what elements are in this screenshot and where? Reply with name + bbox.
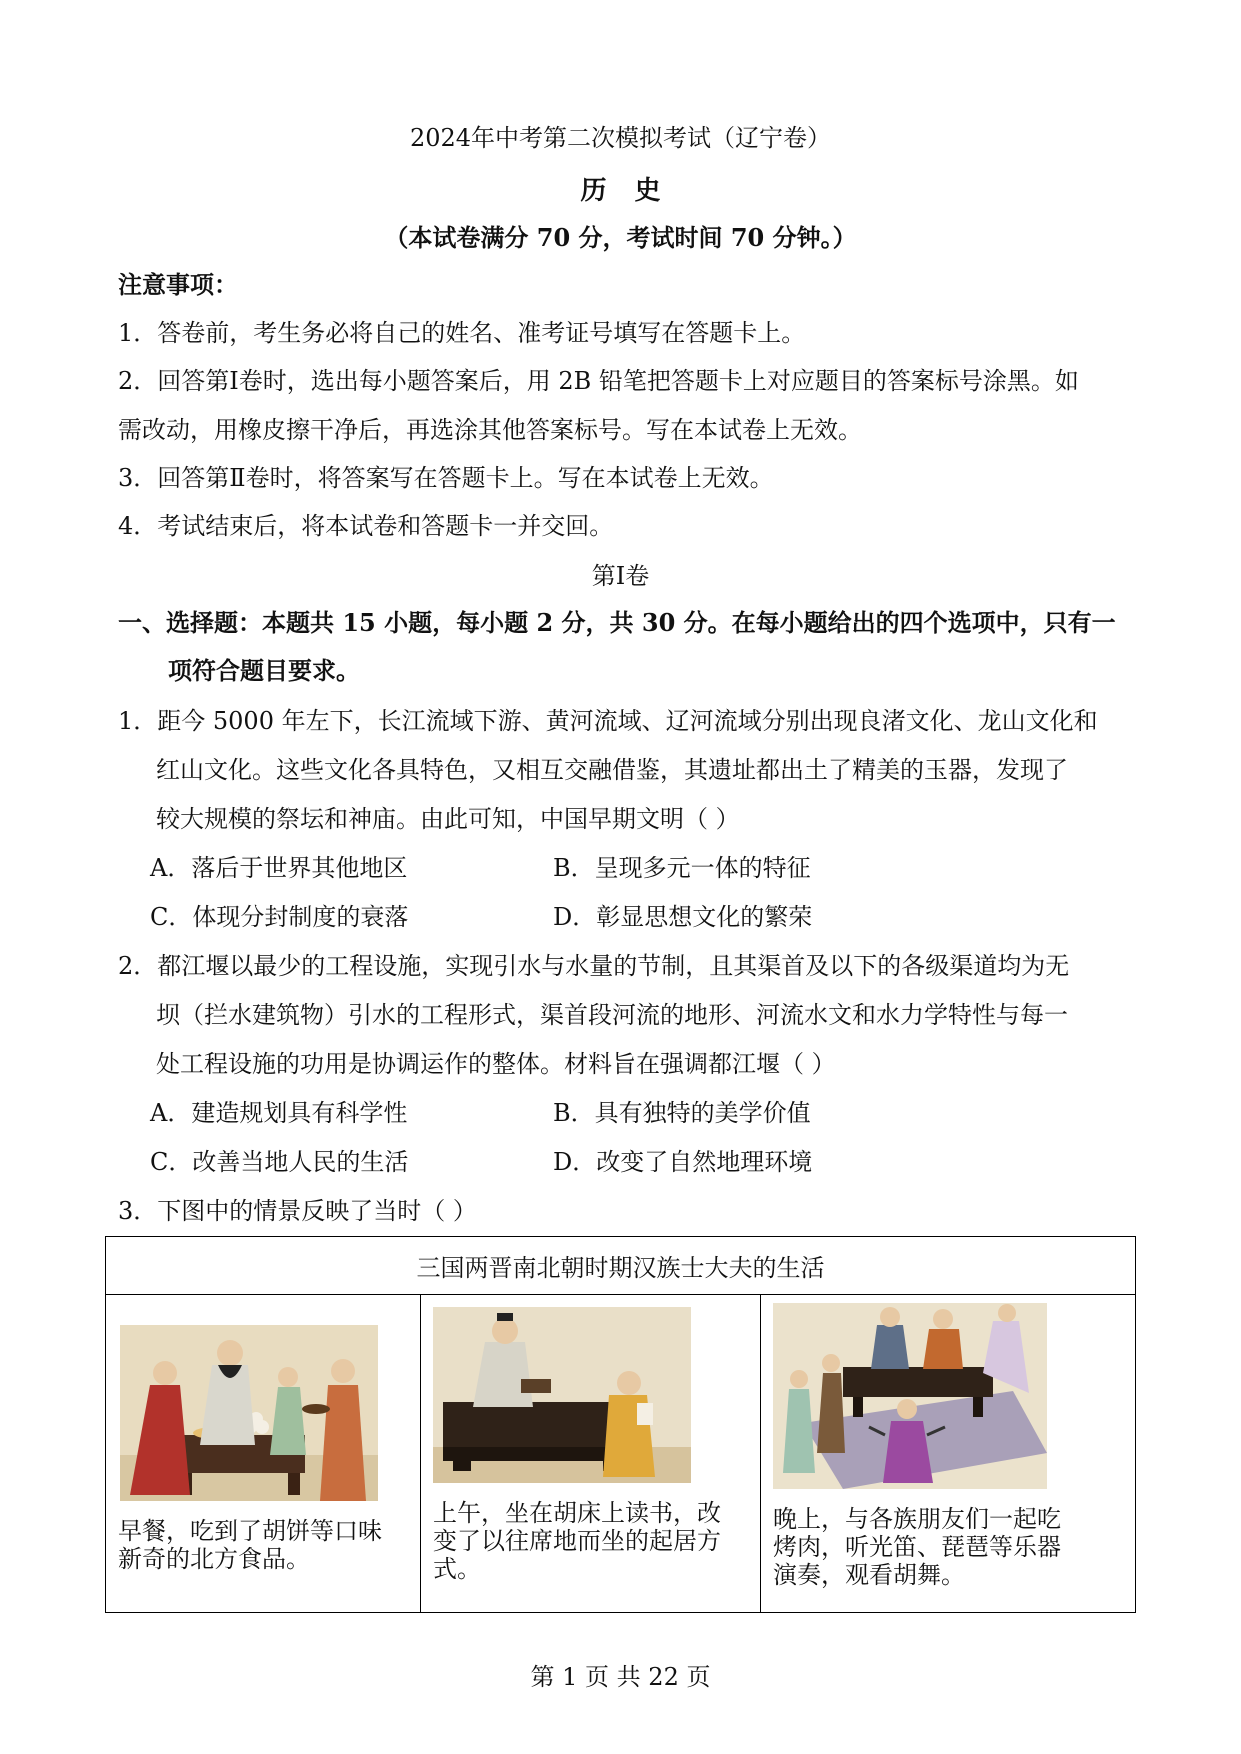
figure-cell-breakfast <box>106 1295 421 1613</box>
q1-option-b: B．呈现多元一体的特征 <box>553 854 811 882</box>
section-heading: 一、选择题：本题共 15 小题，每小题 2 分，共 30 分。在每小题给出的四个选项中，只有一 <box>118 608 1116 637</box>
section-heading-cont: 项符合题目要求。 <box>168 656 360 685</box>
q2-option-b: B．具有独特的美学价值 <box>553 1099 811 1127</box>
q2-option-a: A．建造规划具有科学性 <box>150 1099 408 1127</box>
note-line: 4．考试结束后，将本试卷和答题卡一并交回。 <box>118 512 614 540</box>
note-line: 需改动，用橡皮擦干净后，再选涂其他答案标号。写在本试卷上无效。 <box>118 416 862 444</box>
q3-figure-table <box>105 1236 1136 1613</box>
part-label: 第Ⅰ卷 <box>591 562 650 590</box>
q2-stem-cont: 处工程设施的功用是协调运作的整体。材料旨在强调都江堰（ ） <box>156 1050 836 1078</box>
figure-cell-evening <box>761 1295 1136 1613</box>
q2-option-c: C．改善当地人民的生活 <box>150 1148 409 1176</box>
breakfast-illustration <box>120 1325 378 1501</box>
reading-illustration <box>433 1307 691 1483</box>
exam-title: 2024年中考第二次模拟考试（辽宁卷） <box>409 124 832 152</box>
q2-stem-cont: 坝（拦水建筑物）引水的工程形式，渠首段河流的地形、河流水文和水力学特性与每一 <box>156 1001 1068 1029</box>
q2-stem: 2．都江堰以最少的工程设施，实现引水与水量的节制，且其渠首及以下的各级渠道均为无 <box>118 952 1070 980</box>
figure-title: 三国两晋南北朝时期汉族士大夫的生活 <box>106 1237 1136 1295</box>
q1-option-d: D．彰显思想文化的繁荣 <box>553 903 813 931</box>
breakfast-caption: 早餐，吃到了胡饼等口味新奇的北方食品。 <box>118 1517 382 1573</box>
q1-option-c: C．体现分封制度的衰落 <box>150 903 409 931</box>
note-line: 2．回答第Ⅰ卷时，选出每小题答案后，用 2B 铅笔把答题卡上对应题目的答案标号涂黑。如 <box>118 367 1079 395</box>
reading-caption: 上午，坐在胡床上读书，改变了以往席地而坐的起居方式。 <box>433 1499 721 1583</box>
note-line: 1．答卷前，考生务必将自己的姓名、准考证号填写在答题卡上。 <box>118 319 806 347</box>
q2-option-d: D．改变了自然地理环境 <box>553 1148 813 1176</box>
notes-heading: 注意事项： <box>118 270 238 299</box>
q1-option-a: A．落后于世界其他地区 <box>150 854 408 882</box>
q3-stem: 3．下图中的情景反映了当时（ ） <box>118 1197 477 1225</box>
score-note: （本试卷满分 70 分，考试时间 70 分钟。） <box>384 223 857 252</box>
q1-stem-cont: 红山文化。这些文化各具特色，又相互交融借鉴，其遗址都出土了精美的玉器，发现了 <box>156 756 1068 784</box>
q1-stem: 1．距今 5000 年左下，长江流域下游、黄河流域、辽河流域分别出现良渚文化、龙山文化和 <box>118 707 1098 735</box>
q1-stem-cont: 较大规模的祭坛和神庙。由此可知，中国早期文明（ ） <box>156 805 740 833</box>
subject-title: 历史 <box>580 176 689 206</box>
evening-caption: 晚上，与各族朋友们一起吃烤肉，听光笛、琵琶等乐器演奏，观看胡舞。 <box>773 1505 1061 1589</box>
figure-cell-reading <box>421 1295 761 1613</box>
note-line: 3．回答第Ⅱ卷时，将答案写在答题卡上。写在本试卷上无效。 <box>118 464 774 492</box>
page-footer: 第 1 页 共 22 页 <box>530 1663 711 1691</box>
evening-illustration <box>773 1303 1047 1489</box>
